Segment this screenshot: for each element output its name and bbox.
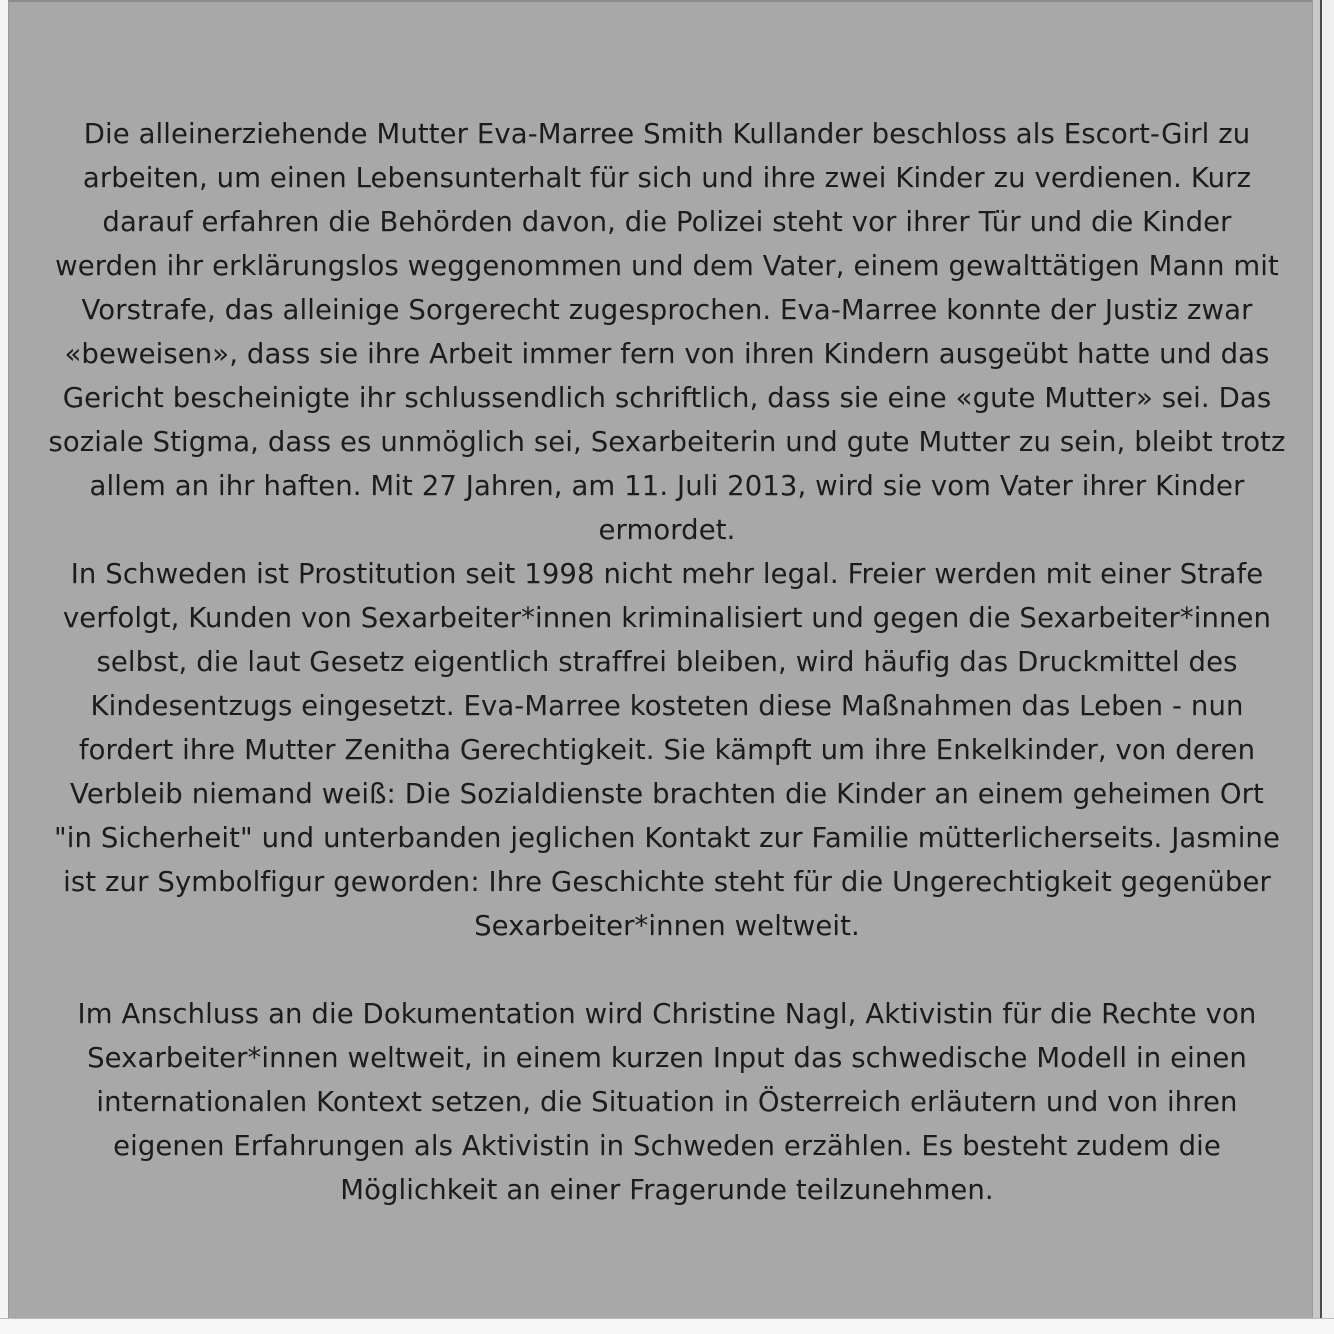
window-edge (1322, 0, 1334, 1334)
paragraph-event-info: Im Anschluss an die Dokumentation wird Christine Nagl, Aktivistin für die Rechte von Sexarbeiter*innen weltweit, in einem kurzen Input das schwedische Modell in einen internationalen Kontext setzen, die Situation in Österreich erläutern und von ihren eigenen Erfahrungen als Aktivistin in Schweden erzählen. Es besteht zudem die Möglichkeit an einer Fragerunde teilzunehmen. (77, 998, 1257, 1206)
bottom-edge (0, 1318, 1334, 1334)
paragraph-sweden-law: In Schweden ist Prostitution seit 1998 nicht mehr legal. Freier werden mit einer Strafe verfolgt, Kunden von Sexarbeiter*innen kriminalisiert und gegen die Sexarbeiter*innen selbst, die laut Gesetz eigentlich straffrei bleiben, wird häufig das Druckmittel des Kindesentzugs eingesetzt. Eva-Marree kosteten diese Maßnahmen das Leben - nun fordert ihre Mutter Zenitha Gerechtigkeit. Sie kämpft um ihre Enkelkinder, von deren Verbleib niemand weiß: Die Sozialdienste brachten die Kinder an einem geheimen Ort "in Sicherheit" und unterbanden jeglichen Kontakt zur Familie mütterlicherseits. Jasmine ist zur Symbolfigur geworden: Ihre Geschichte steht für die Ungerechtigkeit gegenüber Sexarbeiter*innen weltweit. (54, 558, 1280, 942)
document-body (0, 112, 1334, 1212)
vertical-scrollbar[interactable] (1312, 0, 1322, 1318)
paragraph-eva-marree-story: Die alleinerziehende Mutter Eva-Marree Smith Kullander beschloss als Escort-Girl zu arbeiten, um einen Lebensunterhalt für sich und ihre zwei Kinder zu verdienen. Kurz darauf erfahren die Behörden davon, die Polizei steht vor ihrer Tür und die Kinder werden ihr erklärungslos weggenommen und dem Vater, einem gewalttätigen Mann mit Vorstrafe, das alleinige Sorgerecht zugesprochen. Eva-Marree konnte der Justiz zwar «beweisen», dass sie ihre Arbeit immer fern von ihren Kindern ausgeübt hatte und das Gericht bescheinigte ihr schlussendlich schriftlich, dass sie eine «gute Mutter» sei. Das soziale Stigma, dass es unmöglich sei, Sexarbeiterin und gute Mutter zu sein, bleibt trotz allem an ihr haften. Mit 27 Jahren, am 11. Juli 2013, wird sie vom Vater ihrer Kinder ermordet. (48, 118, 1286, 546)
